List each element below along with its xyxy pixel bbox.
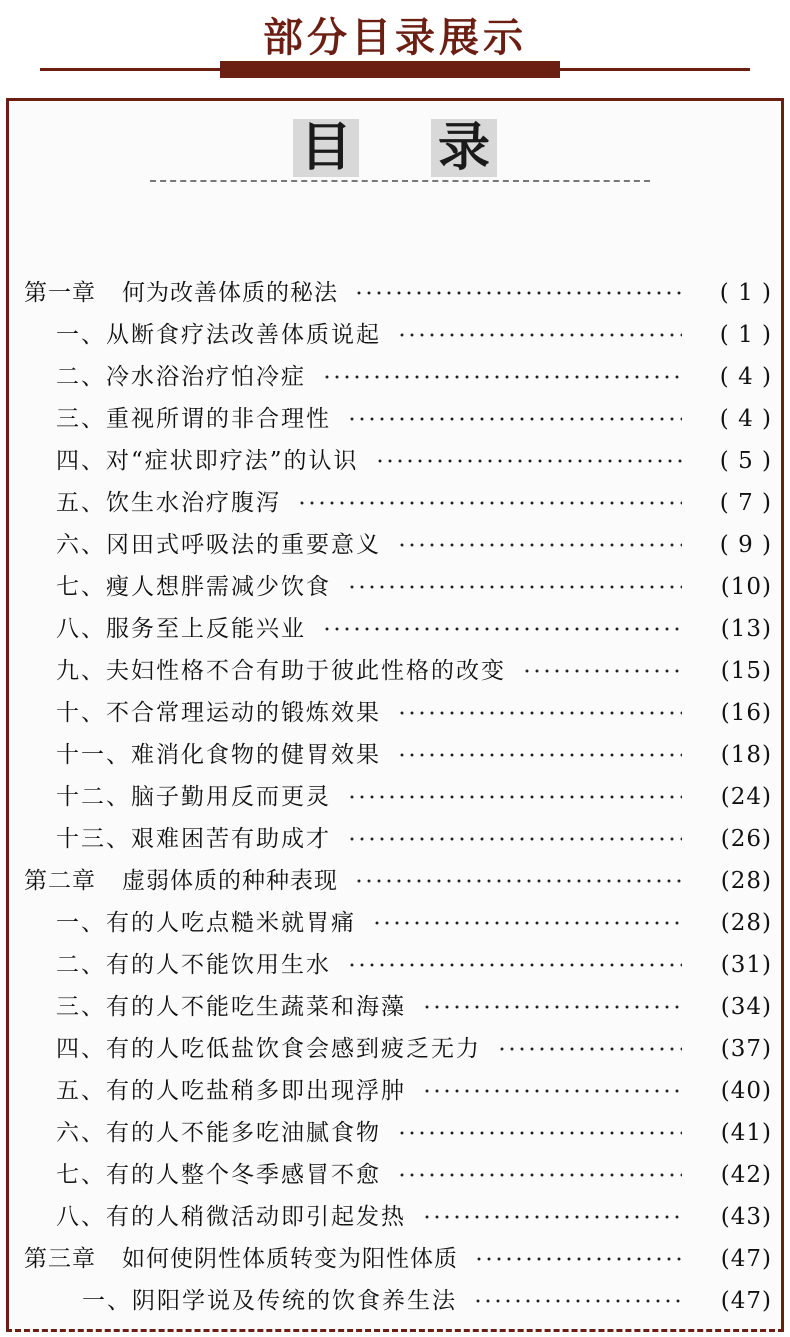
page-number: (34) <box>720 994 772 1020</box>
page-number: (43) <box>720 1204 772 1230</box>
page-number: (37) <box>720 1036 772 1062</box>
toc-entry-title <box>24 272 338 314</box>
dot-leader <box>354 860 682 902</box>
dot-leader <box>522 650 682 692</box>
dot-leader <box>347 776 682 818</box>
chapter-title: 如何使阴性体质转变为阳性体质 <box>122 1246 458 1272</box>
heading-dashed-rule <box>150 180 650 182</box>
toc-frame-bottom-edge <box>6 1329 784 1332</box>
toc-chapter-row <box>24 860 774 902</box>
toc-entry-title: 七、有的人整个冬季感冒不愈 <box>56 1162 381 1188</box>
dot-leader <box>474 1238 682 1280</box>
page-number: (18) <box>720 742 772 768</box>
toc-entry-title <box>24 860 338 902</box>
toc-section-row <box>24 1070 774 1112</box>
toc-section-row <box>24 818 774 860</box>
page-number: (26) <box>720 826 772 852</box>
page-number: (31) <box>720 952 772 978</box>
dot-leader <box>354 272 682 314</box>
page-number: ( 5 ) <box>719 448 772 474</box>
page-number: ( 9 ) <box>719 532 772 558</box>
dot-leader <box>497 1028 682 1070</box>
toc-section-row <box>24 902 774 944</box>
toc-section-row <box>24 986 774 1028</box>
toc-section-row <box>24 440 774 482</box>
dot-leader <box>347 818 682 860</box>
page-number: (28) <box>720 868 772 894</box>
toc-section-row <box>24 482 774 524</box>
toc-section-row <box>24 734 774 776</box>
toc-section-row <box>24 524 774 566</box>
dot-leader <box>397 692 682 734</box>
page-number: (24) <box>720 784 772 810</box>
toc-entry-title: 一、有的人吃点糙米就胃痛 <box>56 910 356 936</box>
dot-leader <box>422 986 682 1028</box>
dot-leader <box>297 482 682 524</box>
toc-heading <box>0 118 790 178</box>
banner-accent-bar <box>220 61 560 78</box>
toc-entry-title: 五、有的人吃盐稍多即出现浮肿 <box>56 1078 406 1104</box>
dot-leader <box>422 1070 682 1112</box>
chapter-number: 第二章 <box>24 868 96 894</box>
toc-section-row <box>24 608 774 650</box>
toc-entry-title: 八、有的人稍微活动即引起发热 <box>56 1204 406 1230</box>
toc-entry-title: 十三、艰难困苦有助成才 <box>56 826 331 852</box>
toc-section-row <box>24 566 774 608</box>
page-number: (41) <box>720 1120 772 1146</box>
toc-entry-title: 二、有的人不能饮用生水 <box>56 952 331 978</box>
dot-leader <box>397 524 682 566</box>
toc-section-row <box>24 1196 774 1238</box>
dot-leader <box>375 440 682 482</box>
dot-leader <box>397 734 682 776</box>
toc-entry-title: 九、夫妇性格不合有助于彼此性格的改变 <box>56 658 506 684</box>
toc-section-row <box>24 1280 774 1322</box>
toc-entry-title: 五、饮生水治疗腹泻 <box>56 490 281 516</box>
toc-section-row <box>24 356 774 398</box>
toc-entry-title <box>24 1238 458 1280</box>
toc-section-row <box>24 1112 774 1154</box>
toc-section-row <box>24 692 774 734</box>
page-number: ( 4 ) <box>719 406 772 432</box>
dot-leader <box>372 902 682 944</box>
dot-leader <box>422 1196 682 1238</box>
page-number: (16) <box>720 700 772 726</box>
toc-heading-char: 录 <box>431 119 497 177</box>
toc-section-row <box>24 650 774 692</box>
chapter-number: 第三章 <box>24 1246 96 1272</box>
page-number: ( 1 ) <box>719 280 772 306</box>
page-number: ( 1 ) <box>719 322 772 348</box>
page-number: (47) <box>720 1246 772 1272</box>
banner-title: 部分目录展示 <box>263 15 527 61</box>
toc-section-row <box>24 944 774 986</box>
table-of-contents <box>24 272 774 1322</box>
chapter-number: 第一章 <box>24 280 96 306</box>
toc-chapter-row <box>24 1238 774 1280</box>
toc-entry-title: 三、重视所谓的非合理性 <box>56 406 331 432</box>
toc-section-row <box>24 398 774 440</box>
toc-entry-title: 八、服务至上反能兴业 <box>56 616 306 642</box>
dot-leader <box>347 944 682 986</box>
page-number: ( 7 ) <box>719 490 772 516</box>
dot-leader <box>322 356 682 398</box>
toc-entry-title: 一、从断食疗法改善体质说起 <box>56 322 381 348</box>
dot-leader <box>397 314 682 356</box>
page-number: ( 4 ) <box>719 364 772 390</box>
page-number: (10) <box>720 574 772 600</box>
dot-leader <box>397 1112 682 1154</box>
toc-entry-title: 十一、难消化食物的健胃效果 <box>56 742 381 768</box>
dot-leader <box>473 1280 682 1322</box>
toc-entry-title: 六、冈田式呼吸法的重要意义 <box>56 532 381 558</box>
toc-section-row <box>24 1154 774 1196</box>
toc-section-row <box>24 776 774 818</box>
toc-entry-title: 一、阴阳学说及传统的饮食养生法 <box>82 1288 457 1314</box>
toc-entry-title: 二、冷水浴治疗怕冷症 <box>56 364 306 390</box>
page-number: (47) <box>720 1288 772 1314</box>
page-number: (13) <box>720 616 772 642</box>
toc-entry-title: 七、瘦人想胖需减少饮食 <box>56 574 331 600</box>
page-number: (40) <box>720 1078 772 1104</box>
toc-entry-title: 四、对“症状即疗法”的认识 <box>56 448 359 474</box>
page-number: (28) <box>720 910 772 936</box>
toc-heading-char: 目 <box>293 119 359 177</box>
toc-chapter-row <box>24 272 774 314</box>
dot-leader <box>347 566 682 608</box>
toc-entry-title: 三、有的人不能吃生蔬菜和海藻 <box>56 994 406 1020</box>
toc-entry-title: 六、有的人不能多吃油腻食物 <box>56 1120 381 1146</box>
page-number: (15) <box>720 658 772 684</box>
toc-entry-title: 四、有的人吃低盐饮食会感到疲乏无力 <box>56 1036 481 1062</box>
banner <box>0 0 790 92</box>
page-number: (42) <box>720 1162 772 1188</box>
dot-leader <box>397 1154 682 1196</box>
toc-entry-title: 十、不合常理运动的锻炼效果 <box>56 700 381 726</box>
chapter-title: 何为改善体质的秘法 <box>122 280 338 306</box>
toc-section-row <box>24 314 774 356</box>
dot-leader <box>347 398 682 440</box>
toc-entry-title: 十二、脑子勤用反而更灵 <box>56 784 331 810</box>
toc-section-row <box>24 1028 774 1070</box>
chapter-title: 虚弱体质的种种表现 <box>122 868 338 894</box>
dot-leader <box>322 608 682 650</box>
